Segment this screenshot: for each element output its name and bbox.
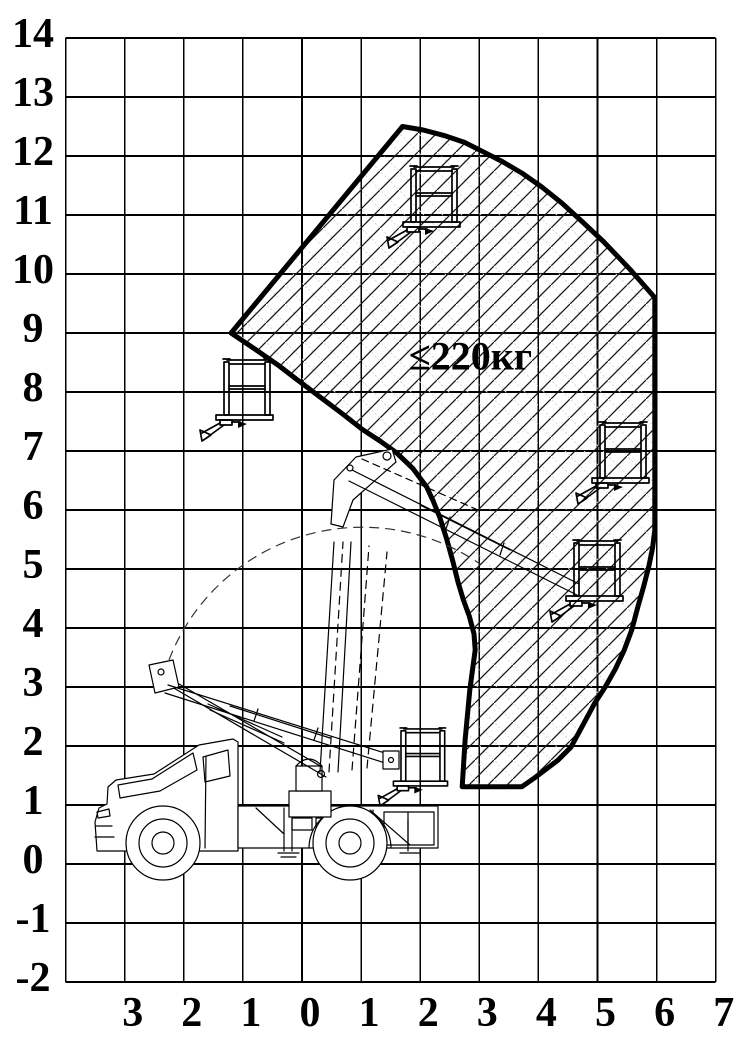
y-tick-label: 7 xyxy=(22,424,44,470)
boom-elbow xyxy=(149,660,179,693)
y-tick-label: 10 xyxy=(12,247,54,293)
y-tick-label: 5 xyxy=(22,542,44,588)
y-tick-label: 6 xyxy=(22,483,44,529)
y-axis-tick-labels xyxy=(12,11,54,1001)
x-tick-label: 0 xyxy=(299,990,321,1036)
y-tick-label: 12 xyxy=(12,129,54,175)
x-tick-label: 1 xyxy=(358,990,380,1036)
x-tick-label: 2 xyxy=(417,990,439,1036)
y-tick-label: 0 xyxy=(22,837,44,883)
y-tick-label: 1 xyxy=(22,778,44,824)
y-tick-label: 3 xyxy=(22,660,44,706)
boom-trajectory-dashed-arc xyxy=(160,527,480,690)
basket-knuckle xyxy=(383,751,399,769)
x-tick-label: 7 xyxy=(713,990,735,1036)
x-tick-label: 5 xyxy=(595,990,616,1036)
y-tick-label: 11 xyxy=(13,188,53,234)
y-tick-label: 8 xyxy=(22,365,44,411)
x-tick-label: 1 xyxy=(240,990,262,1036)
platform-icon-left xyxy=(200,359,273,441)
y-tick-label: 9 xyxy=(22,306,44,352)
x-tick-label: 4 xyxy=(535,990,557,1036)
x-tick-label: 3 xyxy=(122,990,144,1036)
x-axis-tick-labels xyxy=(122,990,734,1036)
y-tick-label: 2 xyxy=(22,719,44,765)
x-tick-label: 2 xyxy=(181,990,203,1036)
y-tick-label: 14 xyxy=(12,11,54,57)
y-tick-label: 13 xyxy=(12,70,54,116)
y-tick-label: 4 xyxy=(22,601,44,647)
y-tick-label: -2 xyxy=(15,955,51,1001)
y-tick-label: -1 xyxy=(15,896,51,942)
x-tick-label: 3 xyxy=(476,990,498,1036)
x-tick-label: 6 xyxy=(654,990,676,1036)
load-limit-label: ≤220кг xyxy=(408,333,533,379)
